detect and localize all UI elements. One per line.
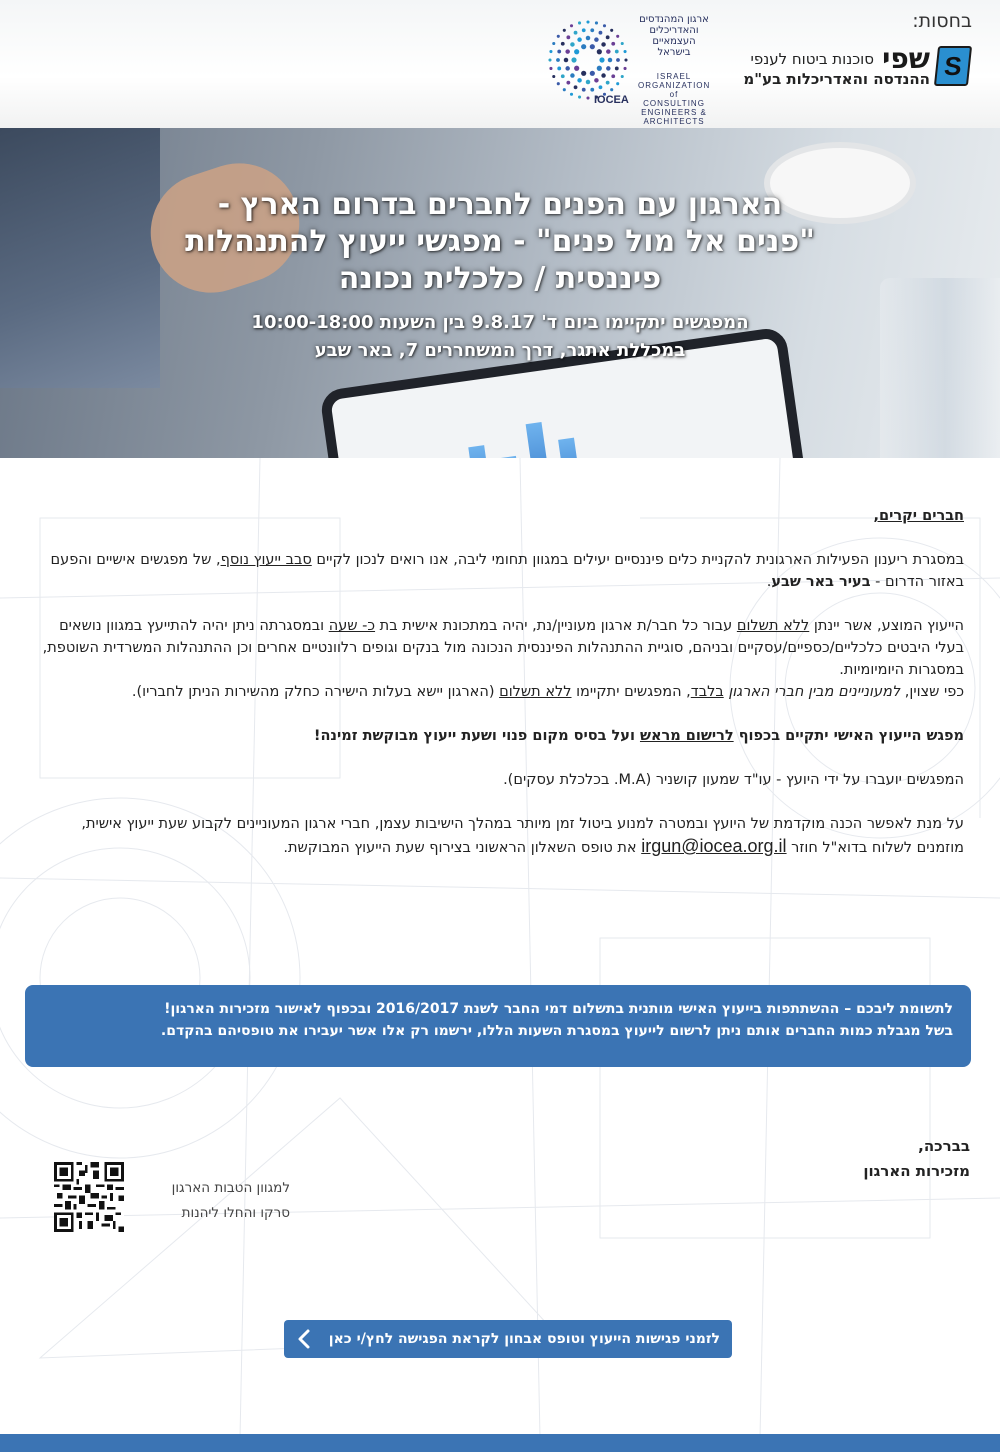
iocea-hebrew-name xyxy=(638,14,710,58)
text-run: את טופס השאלון הראשוני בצירוף שעת הייעוץ המבוקשת. xyxy=(283,840,642,856)
iocea-emblem-dot xyxy=(570,42,575,47)
notice-line-1: לתשומת ליבכם – ההשתתפות בייעוץ האישי מותנית בתשלום דמי החבר לשנת 2016/2017 ובכפוף לאישור מזכירות הארגון! xyxy=(164,1001,953,1017)
schedule-cta-button[interactable] xyxy=(284,1320,732,1358)
iocea-emblem-dot xyxy=(577,37,582,42)
tablet-chart-bar xyxy=(526,422,556,458)
iocea-emblem-dot xyxy=(599,57,604,62)
iocea-emblem-dot xyxy=(621,42,624,45)
iocea-hebrew-line: והאדריכלים xyxy=(649,25,699,36)
chevron-left-icon xyxy=(294,1328,316,1350)
iocea-acronym: IOCEA xyxy=(594,94,629,106)
hero-title-line: פיננסית / כלכלית נכונה xyxy=(338,261,662,296)
footer-bar xyxy=(0,1434,1000,1452)
text-run: , של מפגשים אישיים והפעם באזור הדרום - xyxy=(50,552,964,590)
paragraph-registration xyxy=(32,725,964,747)
hero-subtitle xyxy=(60,309,940,365)
hero-title-line: הארגון עם הפנים לחברים בדרום הארץ - xyxy=(217,187,783,222)
iocea-emblem-dot xyxy=(616,58,620,62)
hero-title xyxy=(60,186,940,297)
iocea-emblem-dot xyxy=(574,31,578,35)
iocea-emblem-dot xyxy=(548,58,551,61)
paragraph-intro xyxy=(32,549,964,593)
iocea-emblem-dot xyxy=(563,88,566,91)
iocea-emblem-dot xyxy=(586,20,589,23)
text-run: ללא תשלום xyxy=(499,684,572,700)
hero-text xyxy=(60,186,940,365)
email-link[interactable]: irgun@iocea.org.il xyxy=(641,836,787,856)
iocea-emblem-dot xyxy=(586,36,591,41)
text-run: . xyxy=(766,574,772,590)
iocea-emblem-icon xyxy=(548,20,628,100)
iocea-emblem-dot xyxy=(582,88,586,92)
iocea-emblem-dot xyxy=(599,85,603,89)
iocea-emblem-dot xyxy=(606,35,610,39)
iocea-hebrew-line: ארגון המהנדסים xyxy=(639,14,709,25)
iocea-emblem-dot xyxy=(590,88,594,92)
text-run: עבור כל חבר/ת ארגון מעוניין/נת, יהיה במתכונת אישית בת xyxy=(375,618,737,634)
iocea-emblem-dot xyxy=(574,49,579,54)
iocea-emblem-dot xyxy=(599,31,603,35)
text-run: כפי שצוין, xyxy=(900,684,964,700)
iocea-emblem-dot xyxy=(610,88,613,91)
iocea-emblem-dot xyxy=(586,80,591,85)
cta-label: לזמני פגישות הייעוץ וטופס אבחון לקראת הפגישה לחץ/י כאן xyxy=(328,1331,720,1347)
text-run: בעיר באר שבע xyxy=(771,574,871,590)
iocea-emblem-dot xyxy=(557,35,560,38)
shafi-logo-block[interactable] xyxy=(690,42,970,88)
sponsor-label: בחסות: xyxy=(912,10,972,32)
tablet-chart-bar xyxy=(468,445,496,458)
iocea-emblem-dot xyxy=(578,96,581,99)
iocea-emblem-dot xyxy=(597,66,602,71)
iocea-emblem-dot xyxy=(581,71,586,76)
qr-caption-line-2: סרקו והחלו ליהנות xyxy=(181,1205,290,1221)
hero-banner xyxy=(0,128,1000,458)
iocea-emblem-dot xyxy=(594,78,599,83)
iocea-emblem-dot xyxy=(590,71,595,76)
iocea-emblem-dot xyxy=(624,58,627,61)
iocea-emblem-dot xyxy=(581,44,586,49)
iocea-english-line: of CONSULTING xyxy=(643,90,705,108)
text-run: , המפגשים יתקיימו xyxy=(571,684,691,700)
qr-code-icon[interactable] xyxy=(54,1162,124,1232)
paragraph-members-only xyxy=(32,681,964,703)
iocea-emblem-dot xyxy=(603,24,606,27)
hero-date-line: המפגשים יתקיימו ביום ד' 9.8.17 בין השעות 10:00-18:00 xyxy=(251,312,749,333)
signature-greeting: בברכה, xyxy=(918,1137,970,1155)
text-run: לרישום מראש xyxy=(639,728,734,744)
iocea-emblem-dot xyxy=(590,28,594,32)
greeting: חברים יקרים, xyxy=(873,508,964,524)
iocea-emblem-dot xyxy=(597,49,602,54)
text-run: כ- שעה xyxy=(328,618,376,634)
paragraph-advisor: המפגשים יועברו על ידי היועץ - עו"ד שמעון קושניר (M.A. בכלכלת עסקים). xyxy=(503,772,964,788)
iocea-emblem-dot xyxy=(615,50,619,54)
iocea-hebrew-line: העצמאיים xyxy=(652,36,696,47)
hero-title-line: "פנים אל מול פנים" - מפגשי ייעוץ להתנהלות xyxy=(185,224,815,259)
iocea-emblem-dot xyxy=(565,49,570,54)
text-run: בלבד xyxy=(690,684,724,700)
iocea-emblem-dot xyxy=(566,81,570,85)
shafi-name: שפי xyxy=(882,42,930,75)
iocea-emblem-dot xyxy=(601,42,606,47)
iocea-english-line: ENGINEERS & ARCHITECTS xyxy=(641,108,707,126)
iocea-logo-block[interactable] xyxy=(548,14,711,126)
text-run: ללא תשלום xyxy=(736,618,810,634)
text-run: הייעוץ המוצע, אשר יינתן xyxy=(809,618,964,634)
text-run: מפגש הייעוץ האישי יתקיים בכפוף xyxy=(733,728,964,744)
iocea-emblem-dot xyxy=(582,28,586,32)
iocea-emblem-dot xyxy=(606,49,611,54)
iocea-emblem-dot xyxy=(563,29,566,32)
paragraph-form xyxy=(32,813,964,859)
iocea-english-line: ORGANIZATION xyxy=(638,81,711,90)
paragraph-offer xyxy=(32,615,964,681)
notice-line-2: בשל מגבלת כמות החברים אותם ניתן לרשום לייעוץ במסגרת השעות הללו, ירשמו רק אלו אשר יעבירו את טופסיהם בהקדם. xyxy=(160,1023,953,1039)
iocea-emblem-dot xyxy=(556,58,560,62)
iocea-emblem-dot xyxy=(608,58,613,63)
signature xyxy=(863,1134,970,1184)
text-run: במסגרת ריענון הפעילות הארגונית להקניית כלים פיננסיים יעילים במגוון תחומי ליבה, אנו רואים לנכון לקיים xyxy=(311,552,964,568)
text-run: ועל בסיס מקום פנוי ושעת ייעוץ מבוקשת זמינה! xyxy=(313,728,640,744)
iocea-emblem-dot xyxy=(564,58,569,63)
text-run: סבב ייעוץ נוסף xyxy=(220,552,312,568)
iocea-emblem-dot xyxy=(624,67,627,70)
iocea-emblem-dot xyxy=(616,82,619,85)
iocea-english-name xyxy=(638,72,710,126)
iocea-emblem-dot xyxy=(552,42,555,45)
iocea-emblem-dot xyxy=(574,66,579,71)
text-run: על מנת לאפשר הכנה מוקדמת של היועץ ובמטרה למנוע ביטול זמן מיותר במהלך הישיבות עצמן, חברי ארגון המעוניינים לקבוע שעת ייעוץ אישית, מוזמנים לשלוח בדוא"ל חוזר xyxy=(81,816,964,856)
iocea-emblem-dot xyxy=(615,67,619,71)
iocea-english-line: ISRAEL xyxy=(656,72,692,81)
iocea-emblem-dot xyxy=(577,78,582,83)
iocea-emblem-dot xyxy=(590,44,595,49)
iocea-emblem-dot xyxy=(557,67,561,71)
iocea-emblem-dot xyxy=(624,50,627,53)
text-run: ובמסגרתה ניתן יהיה להתייעץ במגוון נושאים בעלי היבטים כלכליים/כספיים/עסקיים ובניהם, סוגיית ההתנהלות הפיננסית הנכונה מול בנקים וגופים רלוונטיים אחרים וכן ההתנהלות המשרדית השוטפת, במסגרות היומיומיות. xyxy=(42,618,964,678)
text-run: (הארגון יישא בעלות הישירה כחלק מהשירות הניתן לחבריו). xyxy=(131,684,500,700)
header-strip xyxy=(0,0,1000,128)
iocea-emblem-dot xyxy=(574,85,578,89)
iocea-emblem-dot xyxy=(552,75,555,78)
shafi-tagline-2: ההנדסה והאדריכלות בע"מ xyxy=(743,70,930,88)
iocea-hebrew-line: בישראל xyxy=(657,47,691,58)
iocea-emblem-dot xyxy=(570,73,575,78)
notice-box xyxy=(25,985,971,1067)
iocea-emblem-dot xyxy=(570,24,573,27)
qr-caption-line-1: למגוון הטבות הארגון xyxy=(171,1180,290,1196)
iocea-emblem-dot xyxy=(621,75,624,78)
iocea-emblem-dot xyxy=(586,96,589,99)
iocea-emblem-dot xyxy=(557,82,560,85)
iocea-emblem-dot xyxy=(606,66,611,71)
iocea-emblem-dot xyxy=(566,35,570,39)
iocea-emblem-dot xyxy=(570,93,573,96)
qr-caption xyxy=(150,1176,290,1226)
iocea-emblem-dot xyxy=(571,57,576,62)
iocea-emblem-dot xyxy=(578,21,581,24)
iocea-emblem-dot xyxy=(611,74,615,78)
letter-body xyxy=(32,505,964,859)
iocea-emblem-dot xyxy=(594,37,599,42)
iocea-emblem-dot xyxy=(565,66,570,71)
iocea-emblem-dot xyxy=(611,42,615,46)
shafi-logo-icon: S xyxy=(934,46,972,86)
iocea-emblem-dot xyxy=(606,81,610,85)
iocea-emblem-dot xyxy=(616,35,619,38)
iocea-emblem-dot xyxy=(549,50,552,53)
signature-sender: מזכירות הארגון xyxy=(863,1162,970,1180)
hero-location-line: במכללת אתגר, דרך המשחררים 7, באר שבע xyxy=(314,340,686,361)
iocea-emblem-dot xyxy=(561,74,565,78)
iocea-emblem-dot xyxy=(561,42,565,46)
iocea-emblem-dot xyxy=(557,50,561,54)
iocea-emblem-dot xyxy=(595,21,598,24)
tablet-chart-bar xyxy=(558,438,586,458)
text-run: למעוניינים מבין חברי הארגון xyxy=(728,684,901,700)
iocea-emblem-dot xyxy=(549,67,552,70)
iocea-emblem-dot xyxy=(610,29,613,32)
shafi-tagline-1: סוכנות ביטוח לענפי xyxy=(750,50,874,68)
iocea-emblem-dot xyxy=(601,73,606,78)
